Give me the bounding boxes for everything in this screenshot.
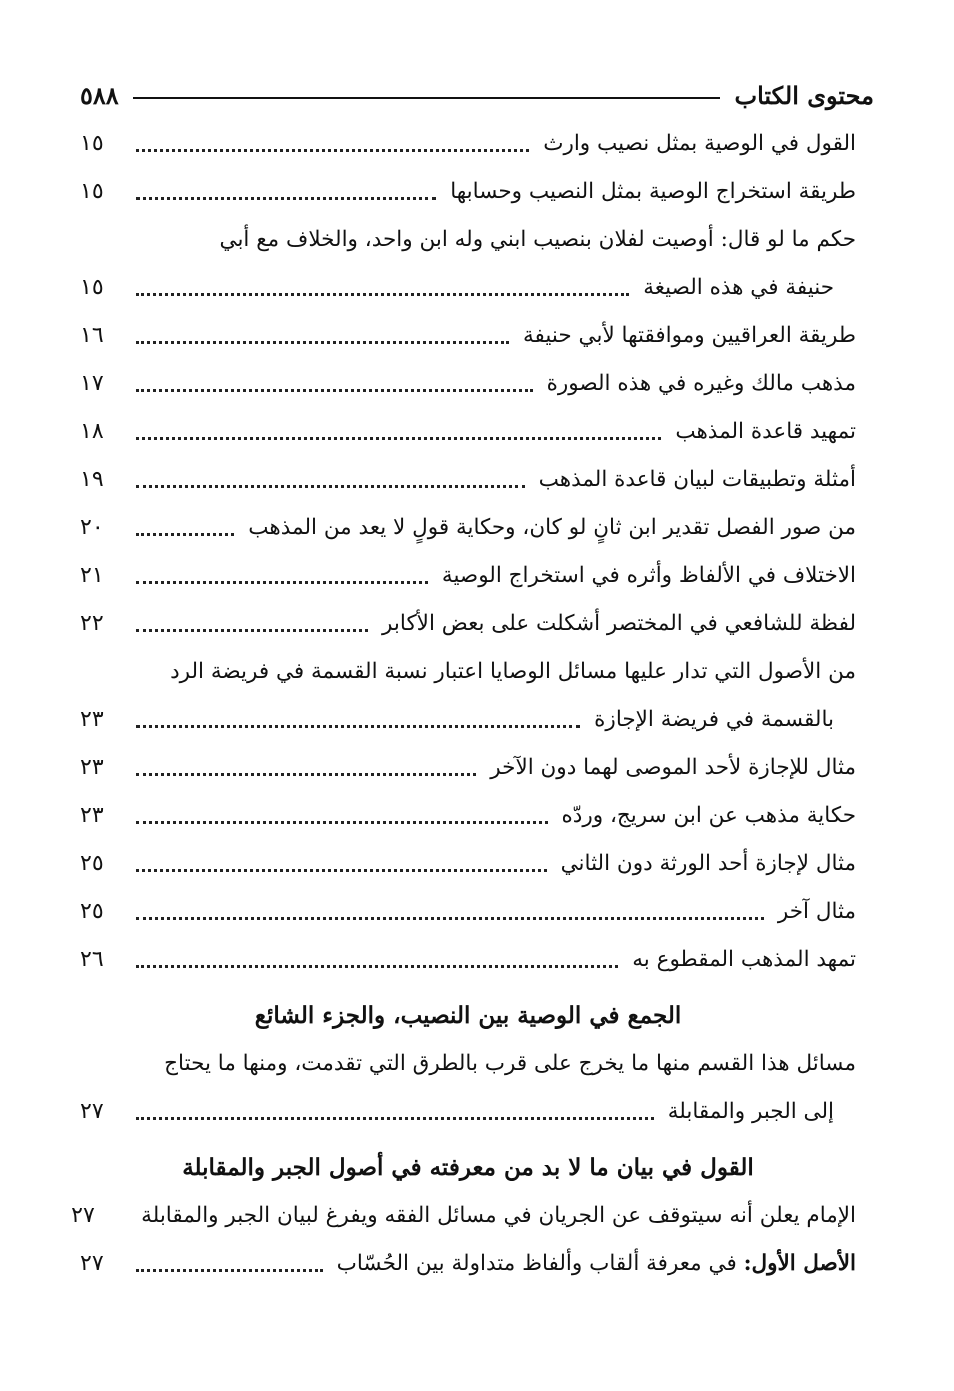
table-of-contents	[71, 120, 856, 1288]
toc-entry-text	[337, 1240, 856, 1288]
toc-entry-line1: مسائل هذا القسم منها ما يخرج على قرب بالطرق التي تقدمت، ومنها ما يحتاج	[164, 1051, 856, 1076]
toc-entry	[80, 696, 856, 744]
toc-entry	[80, 120, 856, 168]
dot-leader	[136, 869, 547, 872]
toc-entry-lead: الأصل الأول:	[743, 1251, 856, 1276]
dot-leader	[136, 1269, 323, 1272]
dot-leader	[136, 485, 525, 488]
section-heading: القول في بيان ما لا بد من معرفته في أصول الجبر والمقابلة	[182, 1154, 754, 1181]
dot-leader	[136, 965, 618, 968]
dot-leader	[136, 149, 529, 152]
toc-entry-page: ١٦	[80, 323, 104, 348]
dot-leader	[136, 437, 661, 440]
toc-entry-page: ٢٠	[80, 515, 104, 540]
toc-entry-text: إلى الجبر والمقابلة	[667, 1099, 834, 1124]
toc-entry-page: ١٧	[80, 371, 104, 396]
toc-entry	[80, 744, 856, 792]
dot-leader	[136, 197, 436, 200]
toc-entry-page: ٢٣	[80, 707, 104, 732]
toc-entry	[80, 360, 856, 408]
toc-entry-text: الاختلاف في الألفاظ وأثره في استخراج الوصية	[441, 563, 856, 588]
section-heading: الجمع في الوصية بين النصيب، والجزء الشائع	[254, 1002, 682, 1029]
toc-entry-page: ٢٧	[80, 1099, 104, 1124]
toc-entry	[80, 504, 856, 552]
toc-entry	[80, 408, 856, 456]
page-header	[80, 78, 874, 112]
dot-leader	[136, 293, 629, 296]
dot-leader	[136, 341, 509, 344]
toc-entry-line1: حكم ما لو قال: أوصيت لفلان بنصيب ابني وله ابن واحد، والخلاف مع أبي	[219, 227, 856, 252]
dot-leader	[136, 917, 764, 920]
toc-entry-text: القول في الوصية بمثل نصيب وارث	[543, 131, 856, 156]
toc-entry-page: ١٥	[80, 275, 104, 300]
toc-entry	[80, 1240, 856, 1288]
toc-entry-page: ٢٥	[80, 899, 104, 924]
dot-leader	[136, 581, 428, 584]
toc-entry	[80, 600, 856, 648]
toc-entry-text: بالقسمة في فريضة الإجازة	[594, 707, 834, 732]
toc-entry-page: ٢٦	[80, 947, 104, 972]
toc-entry	[80, 312, 856, 360]
dot-leader	[136, 1117, 654, 1120]
toc-entry-page: ٢٧	[71, 1203, 95, 1228]
toc-entry-page: ١٥	[80, 179, 104, 204]
toc-entry-page: ١٩	[80, 467, 104, 492]
toc-entry-page: ٢٣	[80, 803, 104, 828]
dot-leader	[136, 725, 580, 728]
toc-entry-text: مثال لإجازة أحد الورثة دون الثاني	[560, 851, 856, 876]
toc-entry-text: طريقة العراقيين وموافقتها لأبي حنيفة	[523, 323, 856, 348]
running-title: محتوى الكتاب	[734, 80, 874, 110]
toc-entry	[80, 264, 856, 312]
toc-entry-text: حنيفة في هذه الصيغة	[643, 275, 834, 300]
header-rule	[133, 97, 721, 99]
toc-entry	[80, 456, 856, 504]
toc-entry-text: الإمام يعلن أنه سيتوقف عن الجريان في مسائل الفقه ويفرغ لبيان الجبر والمقابلة	[141, 1203, 856, 1228]
toc-entry	[80, 888, 856, 936]
toc-entry	[80, 936, 856, 984]
page-number: ٥٨٨	[80, 80, 119, 110]
toc-entry-page: ٢٢	[80, 611, 104, 636]
toc-entry	[80, 552, 856, 600]
dot-leader	[136, 629, 368, 632]
dot-leader	[136, 821, 548, 824]
dot-leader	[136, 773, 476, 776]
toc-entry	[80, 1088, 856, 1136]
toc-entry-text: تمهد المذهب المقطوع به	[632, 947, 856, 972]
toc-entry	[80, 792, 856, 840]
toc-entry-text: تمهيد قاعدة المذهب	[675, 419, 856, 444]
toc-entry-line1: من الأصول التي تدار عليها مسائل الوصايا اعتبار نسبة القسمة في فريضة الرد	[170, 659, 856, 684]
dot-leader	[136, 389, 533, 392]
toc-entry	[80, 840, 856, 888]
toc-entry-page: ٢٣	[80, 755, 104, 780]
toc-entry-page: ٢٥	[80, 851, 104, 876]
toc-entry-text: مذهب مالك وغيره في هذه الصورة	[546, 371, 856, 396]
toc-entry	[80, 168, 856, 216]
toc-entry-page: ٢٧	[80, 1251, 104, 1276]
toc-entry-page: ١٨	[80, 419, 104, 444]
toc-entry-text: مثال للإجازة لأحد الموصى لهما دون الآخر	[490, 755, 856, 780]
toc-entry-text: حكاية مذهب عن ابن سريج، وردّه	[561, 803, 856, 828]
toc-entry-text: أمثلة وتطبيقات لبيان قاعدة المذهب	[538, 467, 856, 492]
toc-entry-text: من صور الفصل تقدير ابن ثانٍ لو كان، وحكاية قولٍ لا يعد من المذهب	[248, 515, 856, 540]
dot-leader	[136, 533, 234, 536]
toc-entry-text: طريقة استخراج الوصية بمثل النصيب وحسابها	[450, 179, 856, 204]
toc-entry-page: ١٥	[80, 131, 104, 156]
toc-entry-text: لفظة للشافعي في المختصر أشكلت على بعض الأكابر	[382, 611, 856, 636]
toc-entry-page: ٢١	[80, 563, 104, 588]
toc-entry-rest: في معرفة ألقاب وألفاظ متداولة بين الحُسّاب	[336, 1251, 744, 1276]
toc-entry-text: مثال آخر	[777, 899, 856, 924]
toc-entry	[71, 1192, 856, 1240]
